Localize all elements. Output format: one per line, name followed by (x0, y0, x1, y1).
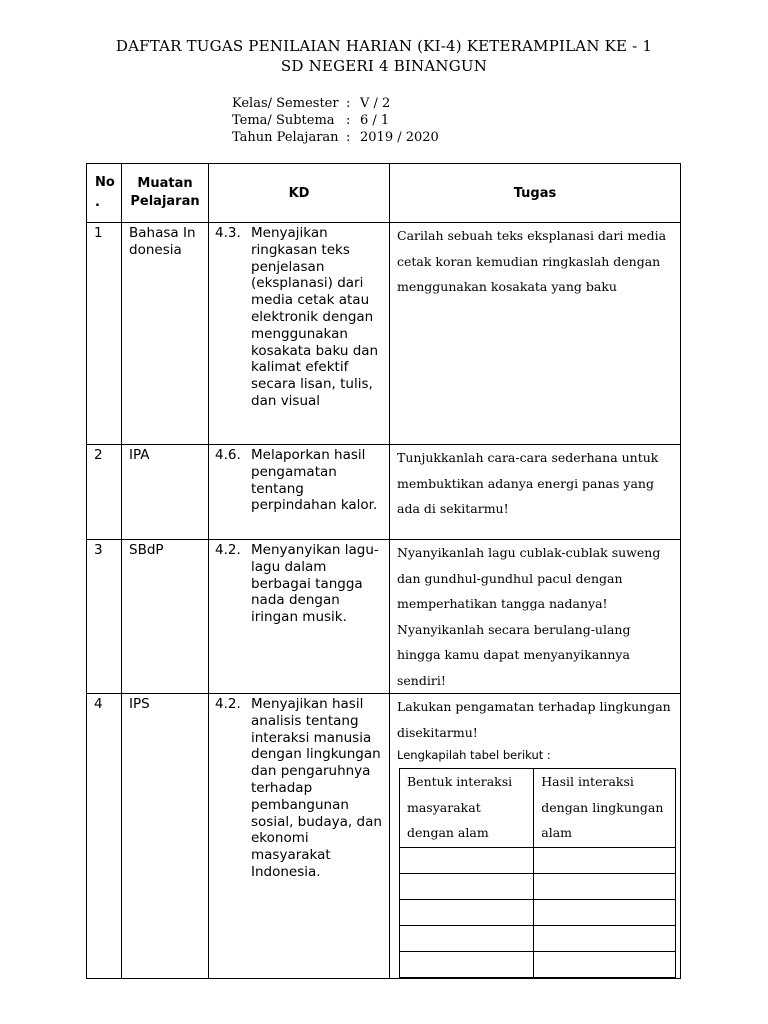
meta-value: V / 2 (360, 96, 391, 111)
header-kd: KD (209, 164, 390, 223)
meta-label: Tema/ Subtema (232, 113, 335, 128)
empty-cell[interactable] (534, 926, 676, 952)
metadata-block (232, 95, 439, 146)
kd-number: 4.2. (215, 542, 241, 558)
meta-label: Kelas/ Semester (232, 96, 339, 111)
document-title: DAFTAR TUGAS PENILAIAN HARIAN (KI-4) KETERAMPILAN KE - 1 (115, 37, 653, 55)
empty-cell[interactable] (400, 874, 534, 900)
header-muatan: Muatan Pelajaran (122, 164, 209, 223)
row-subject: IPS (122, 694, 209, 979)
school-name: SD NEGERI 4 BINANGUN (280, 57, 488, 75)
table-row (87, 223, 681, 445)
interaction-empty-row (400, 926, 676, 952)
task-table (86, 163, 681, 979)
meta-label: Tahun Pelajaran (232, 130, 339, 145)
meta-row-tahun (232, 129, 439, 146)
row-kd (209, 694, 390, 979)
interaction-empty-row (400, 952, 676, 978)
row-kd (209, 445, 390, 540)
row-subject: SBdP (122, 540, 209, 694)
interaction-header-bentuk: Bentuk interaksi masyarakat dengan alam (400, 769, 534, 848)
kd-text: Menyanyikan lagu-lagu dalam berbagai tangga nada dengan iringan musik. (251, 542, 379, 626)
meta-value: 6 / 1 (360, 113, 390, 128)
kd-text: Menyajikan ringkasan teks penjelasan (eksplanasi) dari media cetak atau elektronik dengan menggunakan kosakata baku dan kalimat efektif secara lisan, tulis, dan visual (251, 225, 379, 409)
row-task: Tunjukkanlah cara-cara sederhana untuk membuktikan adanya energi panas yang ada di sekitarmu! (390, 445, 681, 540)
kd-number: 4.2. (215, 696, 241, 712)
empty-cell[interactable] (534, 952, 676, 978)
table-row (87, 694, 681, 979)
interaction-empty-row (400, 848, 676, 874)
meta-separator: : (346, 113, 351, 128)
interaction-empty-row (400, 874, 676, 900)
row-number: 2 (87, 445, 122, 540)
meta-row-kelas (232, 95, 439, 112)
row-number: 1 (87, 223, 122, 445)
row-subject: IPA (122, 445, 209, 540)
interaction-empty-row (400, 900, 676, 926)
meta-separator: : (346, 130, 351, 145)
task-note: Lengkapilah tabel berikut : (397, 748, 551, 762)
kd-text: Melaporkan hasil pengamatan tentang perpindahan kalor. (251, 447, 378, 514)
meta-value: 2019 / 2020 (360, 130, 439, 145)
row-number: 4 (87, 694, 122, 979)
table-row (87, 540, 681, 694)
row-task: Carilah sebuah teks eksplanasi dari media cetak koran kemudian ringkaslah dengan menggunakan kosakata yang baku (390, 223, 681, 445)
empty-cell[interactable] (400, 900, 534, 926)
meta-separator: : (346, 96, 351, 111)
task-instruction: Lakukan pengamatan terhadap lingkungan disekitarmu! (397, 699, 671, 740)
empty-cell[interactable] (534, 848, 676, 874)
row-kd (209, 223, 390, 445)
table-header-row (87, 164, 681, 223)
empty-cell[interactable] (400, 848, 534, 874)
row-task: Nyanyikanlah lagu cublak-cublak suweng dan gundhul-gundhul pacul dengan memperhatikan tangga nadanya! Nyanyikanlah secara berulang-ulang hingga kamu dapat menyanyikannya sendiri! (390, 540, 681, 694)
interaction-table (399, 768, 676, 978)
table-row (87, 445, 681, 540)
header-no: No . (87, 164, 122, 223)
row-kd (209, 540, 390, 694)
empty-cell[interactable] (534, 874, 676, 900)
empty-cell[interactable] (400, 926, 534, 952)
kd-number: 4.6. (215, 447, 241, 463)
row-number: 3 (87, 540, 122, 694)
kd-number: 4.3. (215, 225, 241, 241)
empty-cell[interactable] (400, 952, 534, 978)
row-subject: Bahasa Indonesia (122, 223, 209, 445)
meta-row-tema (232, 112, 439, 129)
empty-cell[interactable] (534, 900, 676, 926)
interaction-header-row (400, 769, 676, 848)
kd-text: Menyajikan hasil analisis tentang interaksi manusia dengan lingkungan dan pengaruhnya terhadap pembangunan sosial, budaya, dan ekonomi masyarakat Indonesia. (251, 696, 382, 880)
header-tugas: Tugas (390, 164, 681, 223)
interaction-header-hasil: Hasil interaksi dengan lingkungan alam (534, 769, 676, 848)
row-task (390, 694, 681, 979)
